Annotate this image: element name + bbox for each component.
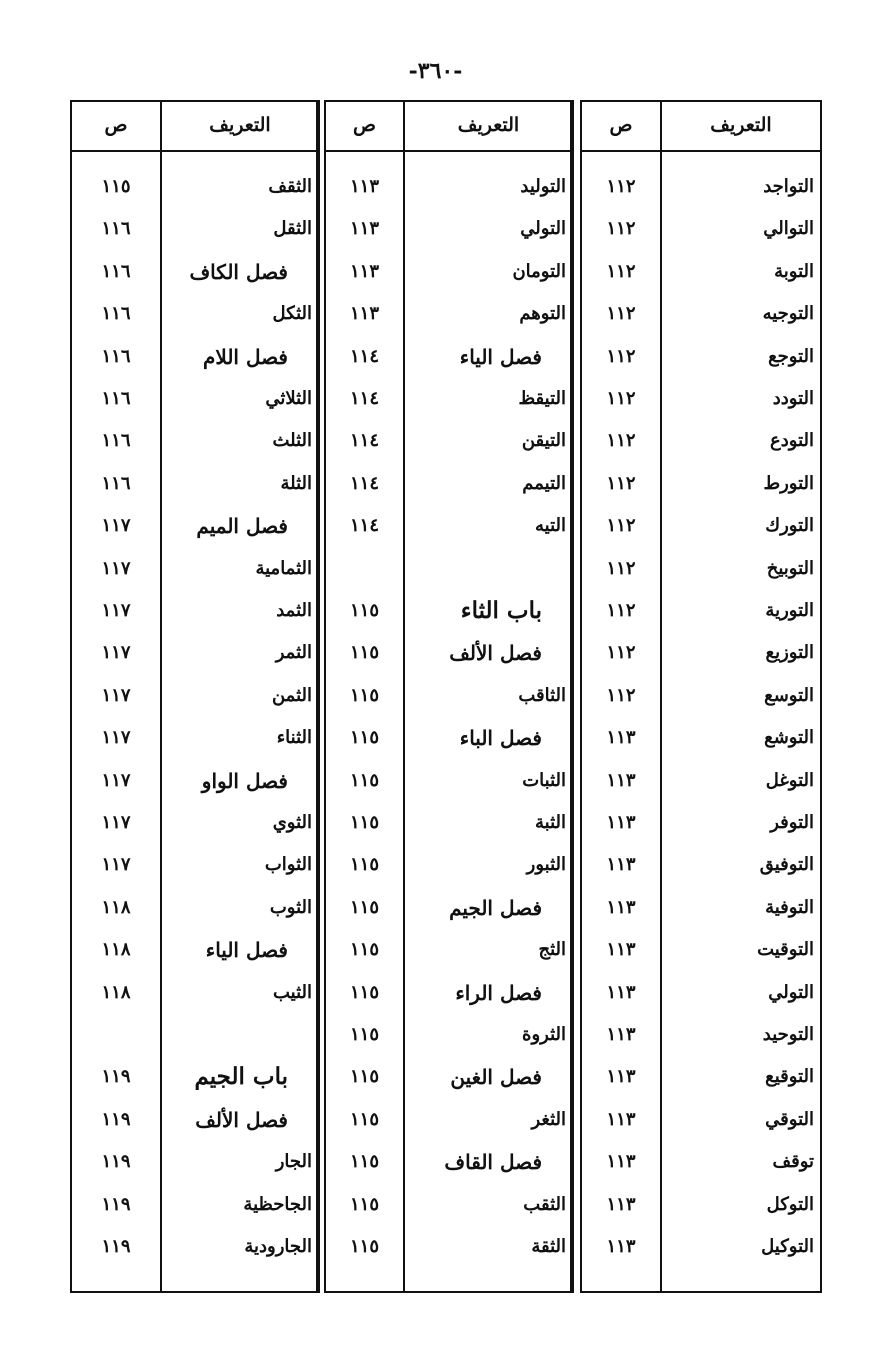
table-row: [326, 1141, 570, 1183]
page-ref: ١١٥: [349, 684, 379, 706]
index-term: التوفر: [770, 812, 814, 833]
page-ref: ١١٦: [101, 260, 131, 282]
table-row: [582, 1184, 820, 1226]
index-term: التوجع: [768, 345, 814, 367]
index-term: التوجيه: [762, 303, 814, 325]
table-row: [326, 760, 570, 802]
page-ref: ١١٤: [349, 430, 379, 452]
page-ref: ١١٣: [349, 218, 379, 240]
section-heading: فصل الياء: [459, 344, 542, 369]
page-ref: ١١٣: [606, 1066, 636, 1088]
index-term: الجاحظية: [243, 1193, 312, 1215]
table-row: [72, 1226, 316, 1268]
table-row: [326, 1226, 570, 1268]
table-row: [326, 929, 570, 971]
table-row: [72, 208, 316, 250]
index-term: [164, 1014, 312, 1056]
index-term: التوسع: [764, 684, 814, 706]
table-row: [326, 1056, 570, 1098]
page-ref: ١١٩: [101, 1066, 131, 1088]
table-row: [582, 844, 820, 886]
index-term: التودد: [772, 388, 814, 409]
table-row: [72, 675, 316, 717]
page-ref: ١١٧: [101, 600, 131, 621]
table-row: [72, 590, 316, 632]
page-ref: ١١٢: [606, 472, 636, 494]
table-row: [72, 972, 316, 1014]
index-term: الثقل: [273, 218, 312, 240]
table-row: [326, 336, 570, 378]
index-term: الثبات: [522, 769, 566, 791]
page-ref: ١١٧: [101, 769, 131, 791]
page-ref: ١١٥: [349, 1024, 379, 1045]
index-term: التوقيع: [765, 1066, 814, 1088]
section-heading: فصل القاف: [444, 1150, 542, 1175]
index-term: الثمن: [271, 684, 312, 706]
index-term: الثروة: [522, 1024, 566, 1045]
table-row: [72, 760, 316, 802]
page-ref: ١١٨: [101, 981, 131, 1003]
index-term: التوبيخ: [766, 557, 814, 579]
page-ref: ١١٧: [101, 727, 131, 749]
index-term: الثبور: [526, 854, 566, 876]
index-term: التومان: [512, 260, 566, 282]
table-row: [326, 802, 570, 844]
page-ref: ١١٩: [101, 1151, 131, 1173]
table-row: [582, 208, 820, 250]
index-term: التواجد: [763, 176, 814, 197]
index-term: الثمر: [275, 642, 312, 664]
index-term: الثيب: [272, 981, 312, 1003]
page-ref: ١١٤: [349, 388, 379, 409]
table-row: [582, 336, 820, 378]
page-ref: ١١٧: [101, 557, 131, 579]
header-term: التعريف: [209, 114, 271, 136]
section-heading: فصل اللام: [203, 344, 288, 369]
page-ref: ١١٣: [606, 727, 636, 749]
header-rule: [326, 150, 570, 152]
table-row: [72, 887, 316, 929]
header-term: التعريف: [457, 114, 520, 136]
page-ref: ١١٨: [101, 939, 131, 961]
page-ref: ١١٣: [606, 939, 636, 961]
table-row: [326, 463, 570, 505]
table-row: [72, 336, 316, 378]
table-row: [326, 208, 570, 250]
table-row: [326, 972, 570, 1014]
table-row: [72, 251, 316, 293]
table-row: [582, 166, 820, 208]
index-term: التورك: [765, 515, 814, 537]
page-ref: ١١٥: [101, 176, 131, 197]
index-term: الثكل: [272, 303, 312, 325]
table-row: [582, 972, 820, 1014]
page-ref: ١١٥: [349, 727, 379, 749]
page-ref: ١١٣: [606, 1151, 636, 1173]
page-ref: ١١٣: [349, 260, 379, 282]
table-row: [582, 1141, 820, 1183]
page-ref: ١١٦: [101, 303, 131, 325]
header-term: التعريف: [710, 114, 772, 136]
table-row: [72, 1141, 316, 1183]
index-term: التوكل: [766, 1193, 814, 1215]
page-ref: ١١٥: [349, 812, 379, 833]
section-heading: فصل الياء: [205, 938, 288, 963]
page-ref: [72, 1014, 160, 1056]
index-term: التوغل: [765, 769, 814, 791]
page-ref: ١١٤: [349, 472, 379, 494]
table-row: [326, 887, 570, 929]
section-heading: فصل الميم: [196, 514, 288, 539]
table-row: [326, 1014, 570, 1056]
index-term: الثلث: [272, 430, 312, 452]
index-term: الثوي: [272, 812, 312, 833]
page-ref: ١١٧: [101, 812, 131, 833]
index-term: التوشع: [764, 727, 814, 749]
section-heading: فصل الراء: [455, 980, 542, 1005]
index-term: التودع: [770, 430, 814, 452]
table-row: [326, 505, 570, 547]
page-ref: ١١٧: [101, 515, 131, 537]
page-ref: ١١٥: [349, 981, 379, 1003]
index-term: الجارودية: [244, 1236, 312, 1257]
table-row: [326, 166, 570, 208]
table-row: [582, 802, 820, 844]
page-ref: ١١٧: [101, 684, 131, 706]
page-ref: ١١٤: [349, 515, 379, 537]
page-ref: ١١٦: [101, 345, 131, 367]
section-heading: فصل الألف: [449, 641, 542, 666]
page-ref: ١١٥: [349, 1236, 379, 1257]
header-page: ص: [104, 114, 128, 136]
page-ref: ١١٩: [101, 1236, 131, 1257]
table-row: [72, 1184, 316, 1226]
page-ref: ١١٢: [606, 430, 636, 452]
table-row: [326, 590, 570, 632]
table-row: [582, 1099, 820, 1141]
table-row: [326, 548, 570, 590]
index-term: التيه: [535, 515, 566, 537]
table-row: [326, 632, 570, 674]
index-term: الثواب: [264, 854, 312, 876]
index-term: الثمامية: [255, 557, 312, 579]
index-term: التولي: [520, 218, 566, 240]
table-row: [582, 632, 820, 674]
table-row: [582, 505, 820, 547]
index-term: توقف: [772, 1151, 814, 1173]
table-row: [582, 760, 820, 802]
table-row: [326, 1184, 570, 1226]
page-ref: ١١٢: [606, 557, 636, 579]
index-term: التوالي: [763, 218, 814, 240]
index-term: الثقب: [523, 1193, 566, 1215]
table-row: [582, 548, 820, 590]
section-heading: فصل الكاف: [189, 259, 288, 284]
page-ref: ١١٥: [349, 854, 379, 876]
table-row: [582, 293, 820, 335]
page-ref: ١١٥: [349, 1108, 379, 1130]
table-row: [326, 675, 570, 717]
table-row: [72, 420, 316, 462]
page-ref: ١١٢: [606, 684, 636, 706]
chapter-heading: باب الجيم: [194, 1063, 288, 1091]
header-page: ص: [609, 114, 633, 136]
page-ref: ١١٣: [606, 1236, 636, 1257]
page-ref: ١١٧: [101, 642, 131, 664]
page-ref: ١١٣: [606, 769, 636, 791]
page-ref: ١١٦: [101, 472, 131, 494]
table-row: [72, 717, 316, 759]
table-row: [326, 378, 570, 420]
index-term: الثوب: [269, 896, 312, 918]
index-term: الثلة: [280, 472, 312, 494]
table-row: [326, 293, 570, 335]
index-term: الثناء: [276, 727, 312, 749]
index-term: [407, 548, 566, 590]
table-row: [582, 420, 820, 462]
table-row: [582, 1014, 820, 1056]
table-row: [582, 675, 820, 717]
index-term: الجار: [275, 1151, 312, 1173]
index-term: التوحيد: [762, 1024, 814, 1045]
table-row: [72, 505, 316, 547]
table-row: [72, 166, 316, 208]
index-term: التوكيل: [761, 1236, 814, 1257]
index-table: [70, 100, 822, 1293]
section-heading: فصل الغين: [450, 1065, 542, 1090]
table-row: [582, 590, 820, 632]
page-ref: ١١٢: [606, 345, 636, 367]
page-ref: ١١٥: [349, 896, 379, 918]
index-term: الثلاثي: [265, 388, 312, 409]
page-ref: ١١٣: [606, 812, 636, 833]
page-ref: ١١٣: [606, 896, 636, 918]
index-term: التوقيت: [757, 939, 814, 961]
page-ref: ١١٥: [349, 1066, 379, 1088]
page-number: -٣٦٠-: [408, 58, 463, 84]
index-term: التوقي: [765, 1108, 814, 1130]
index-term: التوبة: [774, 260, 814, 282]
page-ref: ١١٥: [349, 1151, 379, 1173]
page-ref: ١١٣: [349, 176, 379, 197]
table-row: [326, 1099, 570, 1141]
index-term: التيقظ: [518, 388, 566, 409]
index-term: الثاقب: [518, 684, 566, 706]
page-ref: ١١٥: [349, 769, 379, 791]
table-row: [582, 929, 820, 971]
index-term: الثقف: [268, 176, 312, 197]
index-term: الثمد: [276, 600, 312, 621]
page-ref: ١١٣: [606, 1108, 636, 1130]
table-row: [582, 463, 820, 505]
table-row: [326, 717, 570, 759]
table-row: [72, 463, 316, 505]
index-column-right: [580, 100, 822, 1293]
index-term: التوفية: [765, 896, 814, 918]
page-ref: ١١٣: [349, 303, 379, 325]
page-ref: ١١٦: [101, 218, 131, 240]
page-ref: ١١٢: [606, 218, 636, 240]
table-row: [72, 844, 316, 886]
table-row: [72, 378, 316, 420]
page-ref: ١١٣: [606, 854, 636, 876]
page-ref: ١١٩: [101, 1193, 131, 1215]
index-column-middle: [324, 100, 574, 1293]
page-ref: ١١٩: [101, 1108, 131, 1130]
page-ref: ١١٧: [101, 854, 131, 876]
index-term: التوزيع: [765, 642, 814, 664]
table-row: [72, 548, 316, 590]
page-ref: ١١٣: [606, 1024, 636, 1045]
table-row: [326, 251, 570, 293]
page-ref: ١١٥: [349, 1193, 379, 1215]
table-row: [582, 887, 820, 929]
page-ref: ١١٦: [101, 388, 131, 409]
table-row: [72, 1014, 316, 1056]
table-row: [72, 632, 316, 674]
index-column-left: [70, 100, 320, 1293]
index-term: التوليد: [520, 176, 566, 197]
page-ref: ١١٢: [606, 642, 636, 664]
table-row: [72, 1056, 316, 1098]
header-rule: [582, 150, 820, 152]
table-row: [326, 844, 570, 886]
section-heading: فصل الجيم: [449, 895, 542, 920]
table-row: [582, 251, 820, 293]
index-term: التورية: [765, 600, 814, 621]
section-heading: فصل الباء: [459, 726, 542, 751]
index-term: الثبة: [535, 812, 566, 833]
index-term: التيقن: [521, 430, 566, 452]
page-ref: ١١٨: [101, 896, 131, 918]
page-ref: ١١٢: [606, 303, 636, 325]
page-ref: [326, 548, 403, 590]
table-row: [582, 378, 820, 420]
section-heading: فصل الألف: [195, 1107, 288, 1132]
table-row: [582, 717, 820, 759]
table-row: [72, 929, 316, 971]
page-ref: ١١٣: [606, 1193, 636, 1215]
header-page: ص: [353, 114, 376, 136]
index-term: التيمم: [522, 472, 566, 494]
table-row: [72, 1099, 316, 1141]
index-term: الثغر: [531, 1108, 566, 1130]
section-heading: فصل الواو: [201, 768, 288, 793]
table-row: [72, 802, 316, 844]
page-ref: ١١٥: [349, 642, 379, 664]
page-ref: ١١٥: [349, 600, 379, 621]
page-ref: ١١٢: [606, 388, 636, 409]
page-ref: ١١٢: [606, 515, 636, 537]
index-term: التولي: [768, 981, 814, 1003]
header-rule: [72, 150, 316, 152]
page-ref: ١١٥: [349, 939, 379, 961]
index-term: الثج: [538, 939, 566, 961]
index-term: الثقة: [531, 1236, 566, 1257]
page-ref: ١١٢: [606, 260, 636, 282]
page-ref: ١١٤: [349, 345, 379, 367]
page-ref: ١١٢: [606, 600, 636, 621]
index-term: التورط: [763, 472, 814, 494]
table-row: [582, 1226, 820, 1268]
page-ref: ١١٦: [101, 430, 131, 452]
index-term: التوهم: [519, 303, 566, 325]
table-row: [582, 1056, 820, 1098]
index-term: التوفيق: [759, 854, 814, 876]
chapter-heading: باب الثاء: [460, 597, 542, 624]
page-ref: ١١٣: [606, 981, 636, 1003]
table-row: [72, 293, 316, 335]
table-row: [326, 420, 570, 462]
page-ref: ١١٢: [606, 176, 636, 197]
